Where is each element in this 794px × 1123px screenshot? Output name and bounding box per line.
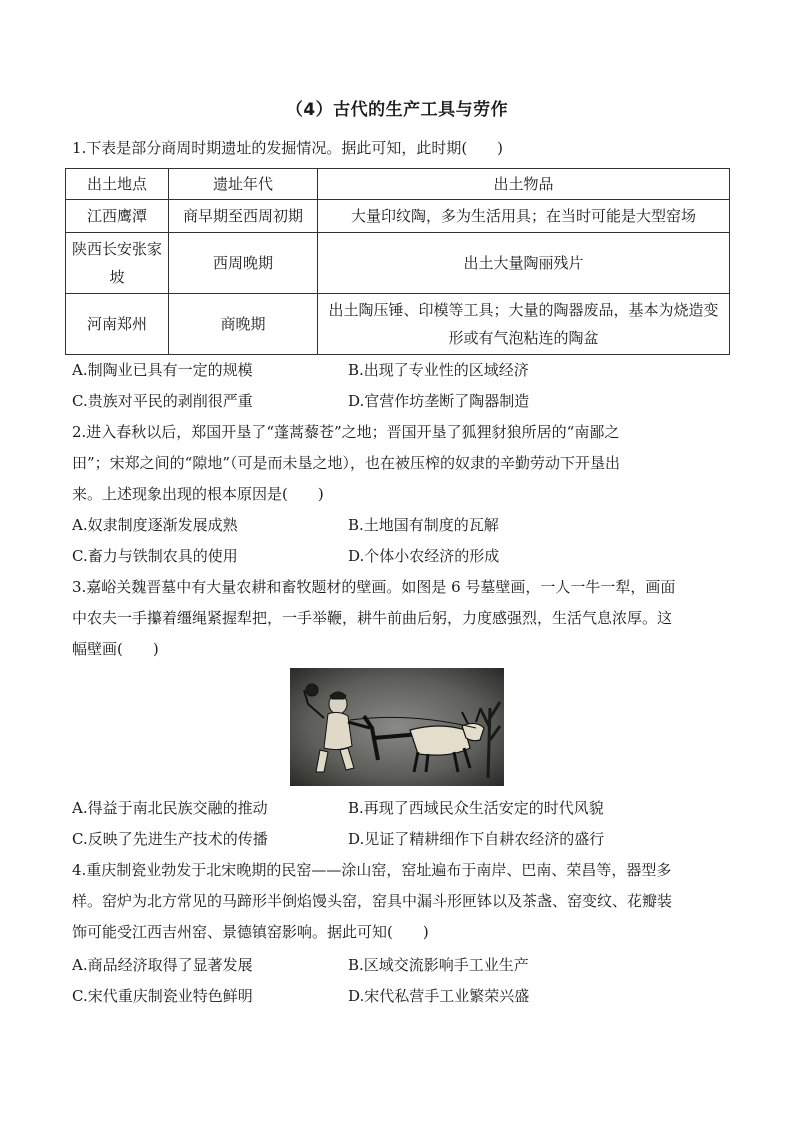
q4-option-d[interactable]: D.宋代私营手工业繁荣兴盛 bbox=[348, 987, 530, 1005]
q1-option-a[interactable]: A.制陶业已具有一定的规模 bbox=[72, 361, 253, 379]
table-row bbox=[66, 233, 730, 294]
table-cell: 出土大量陶丽残片 bbox=[318, 233, 730, 294]
q2-option-a[interactable]: A.奴隶制度逐渐发展成熟 bbox=[72, 516, 238, 534]
q3-stem-line: 中农夫一手攥着缰绳紧握犁把，一手举鞭，耕牛前曲后躬，力度感强烈，生活气息浓厚。这 bbox=[72, 609, 673, 627]
table-cell: 陕西长安张家坡 bbox=[66, 233, 169, 294]
table-cell: 河南郑州 bbox=[66, 294, 169, 355]
tomb-mural-image bbox=[290, 668, 504, 786]
q3-stem-line: 3.嘉峪关魏晋墓中有大量农耕和畜牧题材的壁画。如图是 6 号墓壁画，一人一牛一犁，画面 bbox=[72, 578, 676, 596]
table-header-cell: 出土物品 bbox=[318, 169, 730, 200]
table-row bbox=[66, 294, 730, 355]
table-cell: 出土陶压锤、印模等工具；大量的陶器废品，基本为烧造变形或有气泡粘连的陶盆 bbox=[318, 294, 730, 355]
table-cell: 西周晚期 bbox=[169, 233, 318, 294]
q3-option-a[interactable]: A.得益于南北民族交融的推动 bbox=[72, 799, 268, 817]
q1-option-c[interactable]: C.贵族对平民的剥削很严重 bbox=[72, 392, 253, 410]
q2-stem-line: 2.进入春秋以后，郑国开垦了“蓬蒿藜苍”之地；晋国开垦了狐狸豺狼所居的“南鄙之 bbox=[72, 423, 620, 441]
q2-stem-line: 来。上述现象出现的根本原因是( ) bbox=[72, 485, 324, 503]
q3-option-b[interactable]: B.再现了西域民众生活安定的时代风貌 bbox=[348, 799, 604, 817]
table-header-cell: 遗址年代 bbox=[169, 169, 318, 200]
q4-option-b[interactable]: B.区域交流影响手工业生产 bbox=[348, 956, 529, 974]
q2-stem-line: 田”；宋郑之间的“隙地”（可是而未垦之地），也在被压榨的奴隶的辛勤劳动下开垦出 bbox=[72, 454, 621, 472]
q4-stem-line: 饰可能受江西吉州窑、景德镇窑影响。据此可知( ) bbox=[72, 923, 429, 941]
table-cell: 江西鹰潭 bbox=[66, 200, 169, 233]
table-header-cell: 出土地点 bbox=[66, 169, 169, 200]
q4-option-a[interactable]: A.商品经济取得了显著发展 bbox=[72, 956, 253, 974]
q1-option-d[interactable]: D.官营作坊垄断了陶器制造 bbox=[348, 392, 530, 410]
table-cell: 商早期至西周初期 bbox=[169, 200, 318, 233]
table-header-row bbox=[66, 169, 730, 200]
table-row bbox=[66, 200, 730, 233]
table-cell: 商晚期 bbox=[169, 294, 318, 355]
q3-stem-line: 幅壁画( ) bbox=[72, 640, 159, 658]
q4-stem-line: 4.重庆制瓷业勃发于北宋晚期的民窑——涂山窑，窑址遍布于南岸、巴南、荣昌等，器型多 bbox=[72, 861, 672, 879]
q3-option-c[interactable]: C.反映了先进生产技术的传播 bbox=[72, 830, 268, 848]
q4-stem-line: 样。窑炉为北方常见的马蹄形半倒焰馒头窑，窑具中漏斗形匣钵以及茶盏、窑变纹、花瓣装 bbox=[72, 892, 673, 910]
q1-option-b[interactable]: B.出现了专业性的区域经济 bbox=[348, 361, 529, 379]
table-cell: 大量印纹陶，多为生活用具；在当时可能是大型窑场 bbox=[318, 200, 730, 233]
q2-option-b[interactable]: B.土地国有制度的瓦解 bbox=[348, 516, 499, 534]
excavation-table bbox=[65, 168, 730, 355]
q2-option-c[interactable]: C.畜力与铁制农具的使用 bbox=[72, 547, 238, 565]
q4-option-c[interactable]: C.宋代重庆制瓷业特色鲜明 bbox=[72, 987, 253, 1005]
page-title: （4）古代的生产工具与劳作 bbox=[285, 100, 509, 120]
q3-option-d[interactable]: D.见证了精耕细作下自耕农经济的盛行 bbox=[348, 830, 605, 848]
q1-stem: 1.下表是部分商周时期遗址的发掘情况。据此可知，此时期( ) bbox=[72, 139, 504, 157]
q2-option-d[interactable]: D.个体小农经济的形成 bbox=[348, 547, 500, 565]
